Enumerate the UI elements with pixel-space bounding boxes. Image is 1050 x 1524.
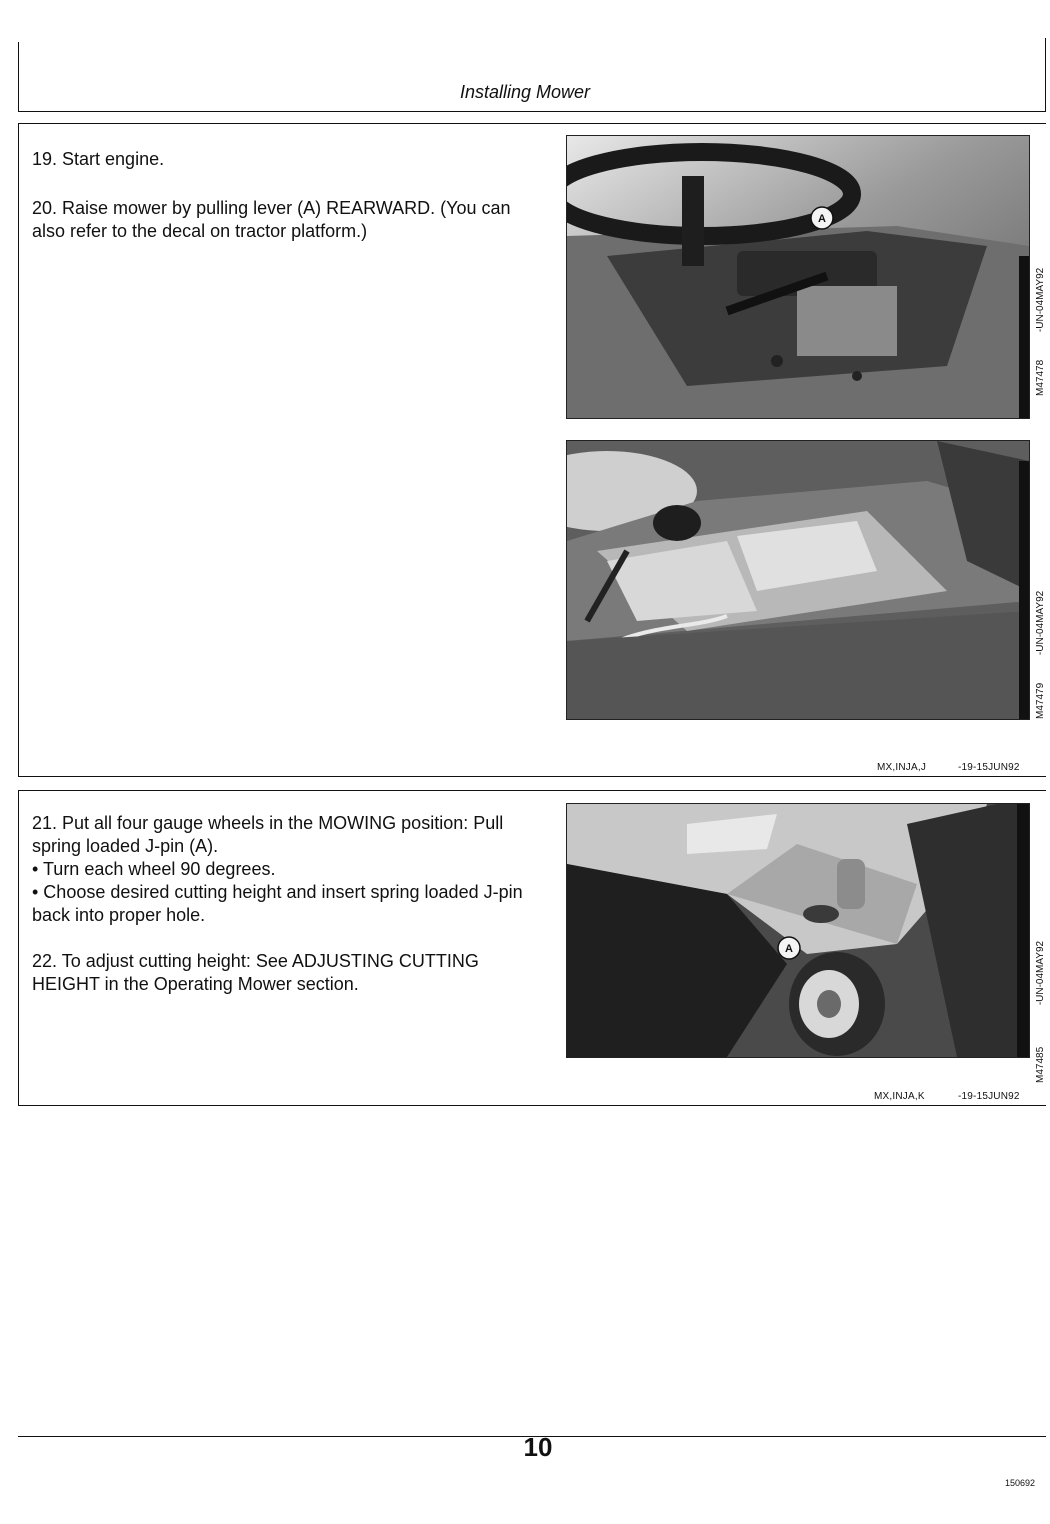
step-21: 21. Put all four gauge wheels in the MOWING position: Pull spring loaded J-pin (A).	[32, 813, 504, 856]
photo-platform-decal-image	[567, 441, 1029, 719]
callout-a-jpin	[775, 934, 803, 962]
section2-ref-date: -19-15JUN92	[958, 1091, 1020, 1102]
step-21-bullet-turn: • Turn each wheel 90 degrees.	[32, 859, 276, 879]
section1-left-rule	[18, 123, 19, 777]
section1-top-rule	[18, 123, 1046, 124]
section2-ref-code: MX,INJA,K	[874, 1091, 925, 1102]
photo1-id: M47478 -UN-04MAY92	[1035, 267, 1046, 396]
photo2-id: M47479 -UN-04MAY92	[1035, 590, 1046, 719]
section2-left-rule	[18, 790, 19, 1106]
section1-bottom-rule	[18, 776, 1046, 777]
page-title: Installing Mower	[459, 82, 591, 102]
step-20: 20. Raise mower by pulling lever (A) REARWARD. (You can also refer to the decal on tractor platform.)	[32, 198, 511, 241]
photo3-id: M47485 -UN-04MAY92	[1035, 940, 1046, 1083]
photo-lift-lever	[566, 135, 1030, 419]
callout-a-lever	[808, 204, 836, 232]
svg-text:A: A	[818, 213, 826, 225]
photo-platform-decal	[566, 440, 1030, 720]
svg-text:A: A	[785, 943, 793, 955]
step-21-bullet-height: • Choose desired cutting height and insert spring loaded J-pin back into proper hole.	[32, 882, 523, 925]
photo-gauge-wheel	[566, 803, 1030, 1058]
section1-ref-code: MX,INJA,J	[877, 762, 927, 773]
section2-bottom-rule	[18, 1105, 1046, 1106]
photo-lift-lever-image	[567, 136, 1029, 418]
header-bottom-rule	[18, 111, 1046, 112]
doc-code: 150692	[1005, 1478, 1036, 1488]
photo-gauge-wheel-image	[567, 804, 1029, 1057]
step-22: 22. To adjust cutting height: See ADJUSTING CUTTING HEIGHT in the Operating Mower section.	[32, 951, 479, 994]
step-19: 19. Start engine.	[32, 149, 165, 169]
page-number: 10	[523, 1432, 553, 1462]
section1-ref-date: -19-15JUN92	[958, 762, 1020, 773]
section2-top-rule	[18, 790, 1046, 791]
